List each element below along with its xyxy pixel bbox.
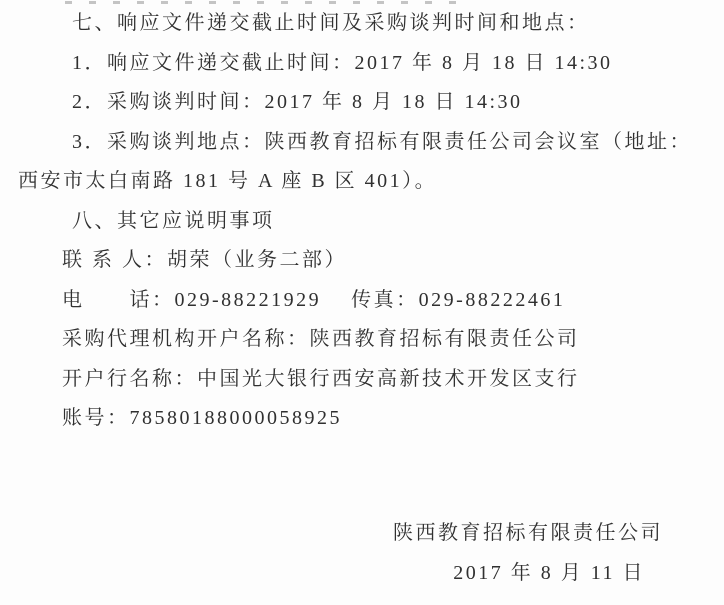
signature-block bbox=[0, 514, 724, 594]
signature-date: 2017 年 8 月 11 日 bbox=[453, 562, 645, 584]
section-7-heading: 七、响应文件递交截止时间及采购谈判时间和地点： bbox=[72, 12, 590, 34]
submission-deadline-item: 1．响应文件递交截止时间：2017 年 8 月 18 日 14:30 bbox=[72, 51, 613, 74]
agency-account-name-line: 采购代理机构开户名称：陕西教育招标有限责任公司 bbox=[62, 328, 580, 350]
signature-company: 陕西教育招标有限责任公司 bbox=[393, 521, 663, 544]
section-8-heading: 八、其它应说明事项 bbox=[72, 209, 275, 232]
negotiation-place-item: 3．采购谈判地点：陕西教育招标有限责任公司会议室（地址： bbox=[72, 130, 692, 153]
account-number-line: 账号：78580188000058925 bbox=[62, 407, 342, 429]
phone-fax-line: 电 话：029-88221929 传真：029-88222461 bbox=[62, 288, 566, 311]
clipped-text-fragment bbox=[65, 1, 465, 4]
bank-name-line: 开户行名称：中国光大银行西安高新技术开发区支行 bbox=[62, 367, 580, 390]
negotiation-time-item: 2．采购谈判时间：2017 年 8 月 18 日 14:30 bbox=[72, 91, 523, 113]
negotiation-place-continuation: 西安市太白南路 181 号 A 座 B 区 401）。 bbox=[18, 170, 438, 192]
contact-person-line: 联 系 人：胡荣（业务二部） bbox=[62, 249, 347, 271]
